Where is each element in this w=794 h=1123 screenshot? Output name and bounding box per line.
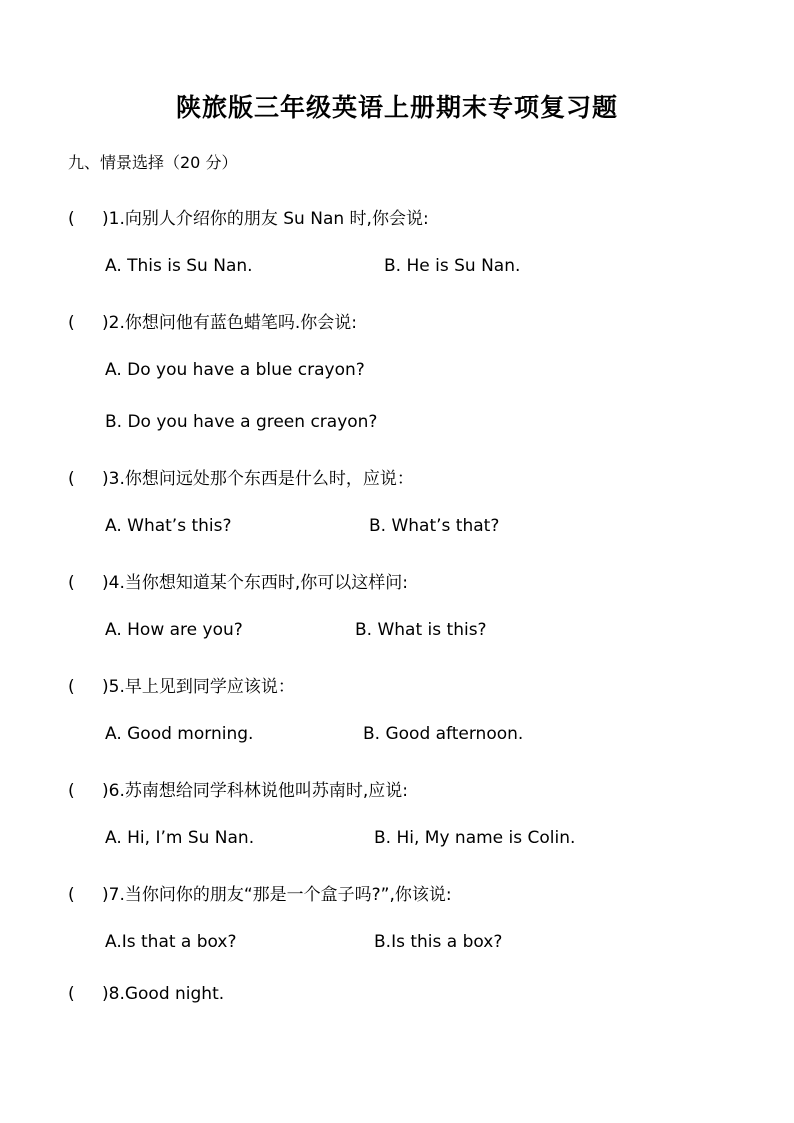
option-b: B. Hi, My name is Colin.: [374, 828, 576, 848]
option-a: A.Is that a box?: [105, 932, 237, 952]
option-a: A. Do you have a blue crayon?: [105, 360, 365, 380]
page-title: 陕旅版三年级英语上册期末专项复习题: [175, 93, 618, 122]
option-a: A. Hi, I’m Su Nan.: [105, 828, 255, 848]
answer-blank[interactable]: (: [68, 573, 75, 593]
option-b: B. What is this?: [355, 620, 487, 640]
question-text: )4.当你想知道某个东西时,你可以这样问:: [102, 573, 408, 593]
option-a: A. Good morning.: [105, 724, 254, 744]
option-a: A. What’s this?: [105, 516, 232, 536]
section-heading: 九、情景选择（20 分）: [68, 153, 238, 172]
question-text: )3.你想问远处那个东西是什么时，应说：: [102, 469, 414, 489]
question-4: [68, 568, 408, 593]
question-8: [68, 984, 224, 1004]
answer-blank[interactable]: (: [68, 781, 75, 801]
option-b: B. Good afternoon.: [363, 724, 524, 744]
option-a: A. How are you?: [105, 620, 243, 640]
question-3: [68, 464, 414, 489]
question-text: )1.向别人介绍你的朋友 Su Nan 时,你会说:: [102, 209, 429, 229]
answer-blank[interactable]: (: [68, 313, 75, 333]
option-a: A. This is Su Nan.: [105, 256, 253, 276]
option-b: B. What’s that?: [369, 516, 500, 536]
answer-blank[interactable]: (: [68, 677, 75, 697]
question-text: )5.早上见到同学应该说：: [102, 677, 295, 697]
question-2: [68, 308, 357, 333]
option-b: B.Is this a box?: [374, 932, 503, 952]
question-6: [68, 776, 408, 801]
option-b: B. Do you have a green crayon?: [105, 412, 378, 432]
question-text: )7.当你问你的朋友“那是一个盒子吗?”,你该说:: [102, 885, 452, 905]
question-text: )8.Good night.: [102, 984, 225, 1004]
answer-blank[interactable]: (: [68, 984, 75, 1004]
question-7: [68, 880, 452, 905]
option-b: B. He is Su Nan.: [384, 256, 521, 276]
question-5: [68, 672, 295, 697]
question-1: [68, 204, 429, 229]
answer-blank[interactable]: (: [68, 209, 75, 229]
question-text: )6.苏南想给同学科林说他叫苏南时,应说:: [102, 781, 408, 801]
question-text: )2.你想问他有蓝色蜡笔吗.你会说:: [102, 313, 357, 333]
answer-blank[interactable]: (: [68, 885, 75, 905]
answer-blank[interactable]: (: [68, 469, 75, 489]
